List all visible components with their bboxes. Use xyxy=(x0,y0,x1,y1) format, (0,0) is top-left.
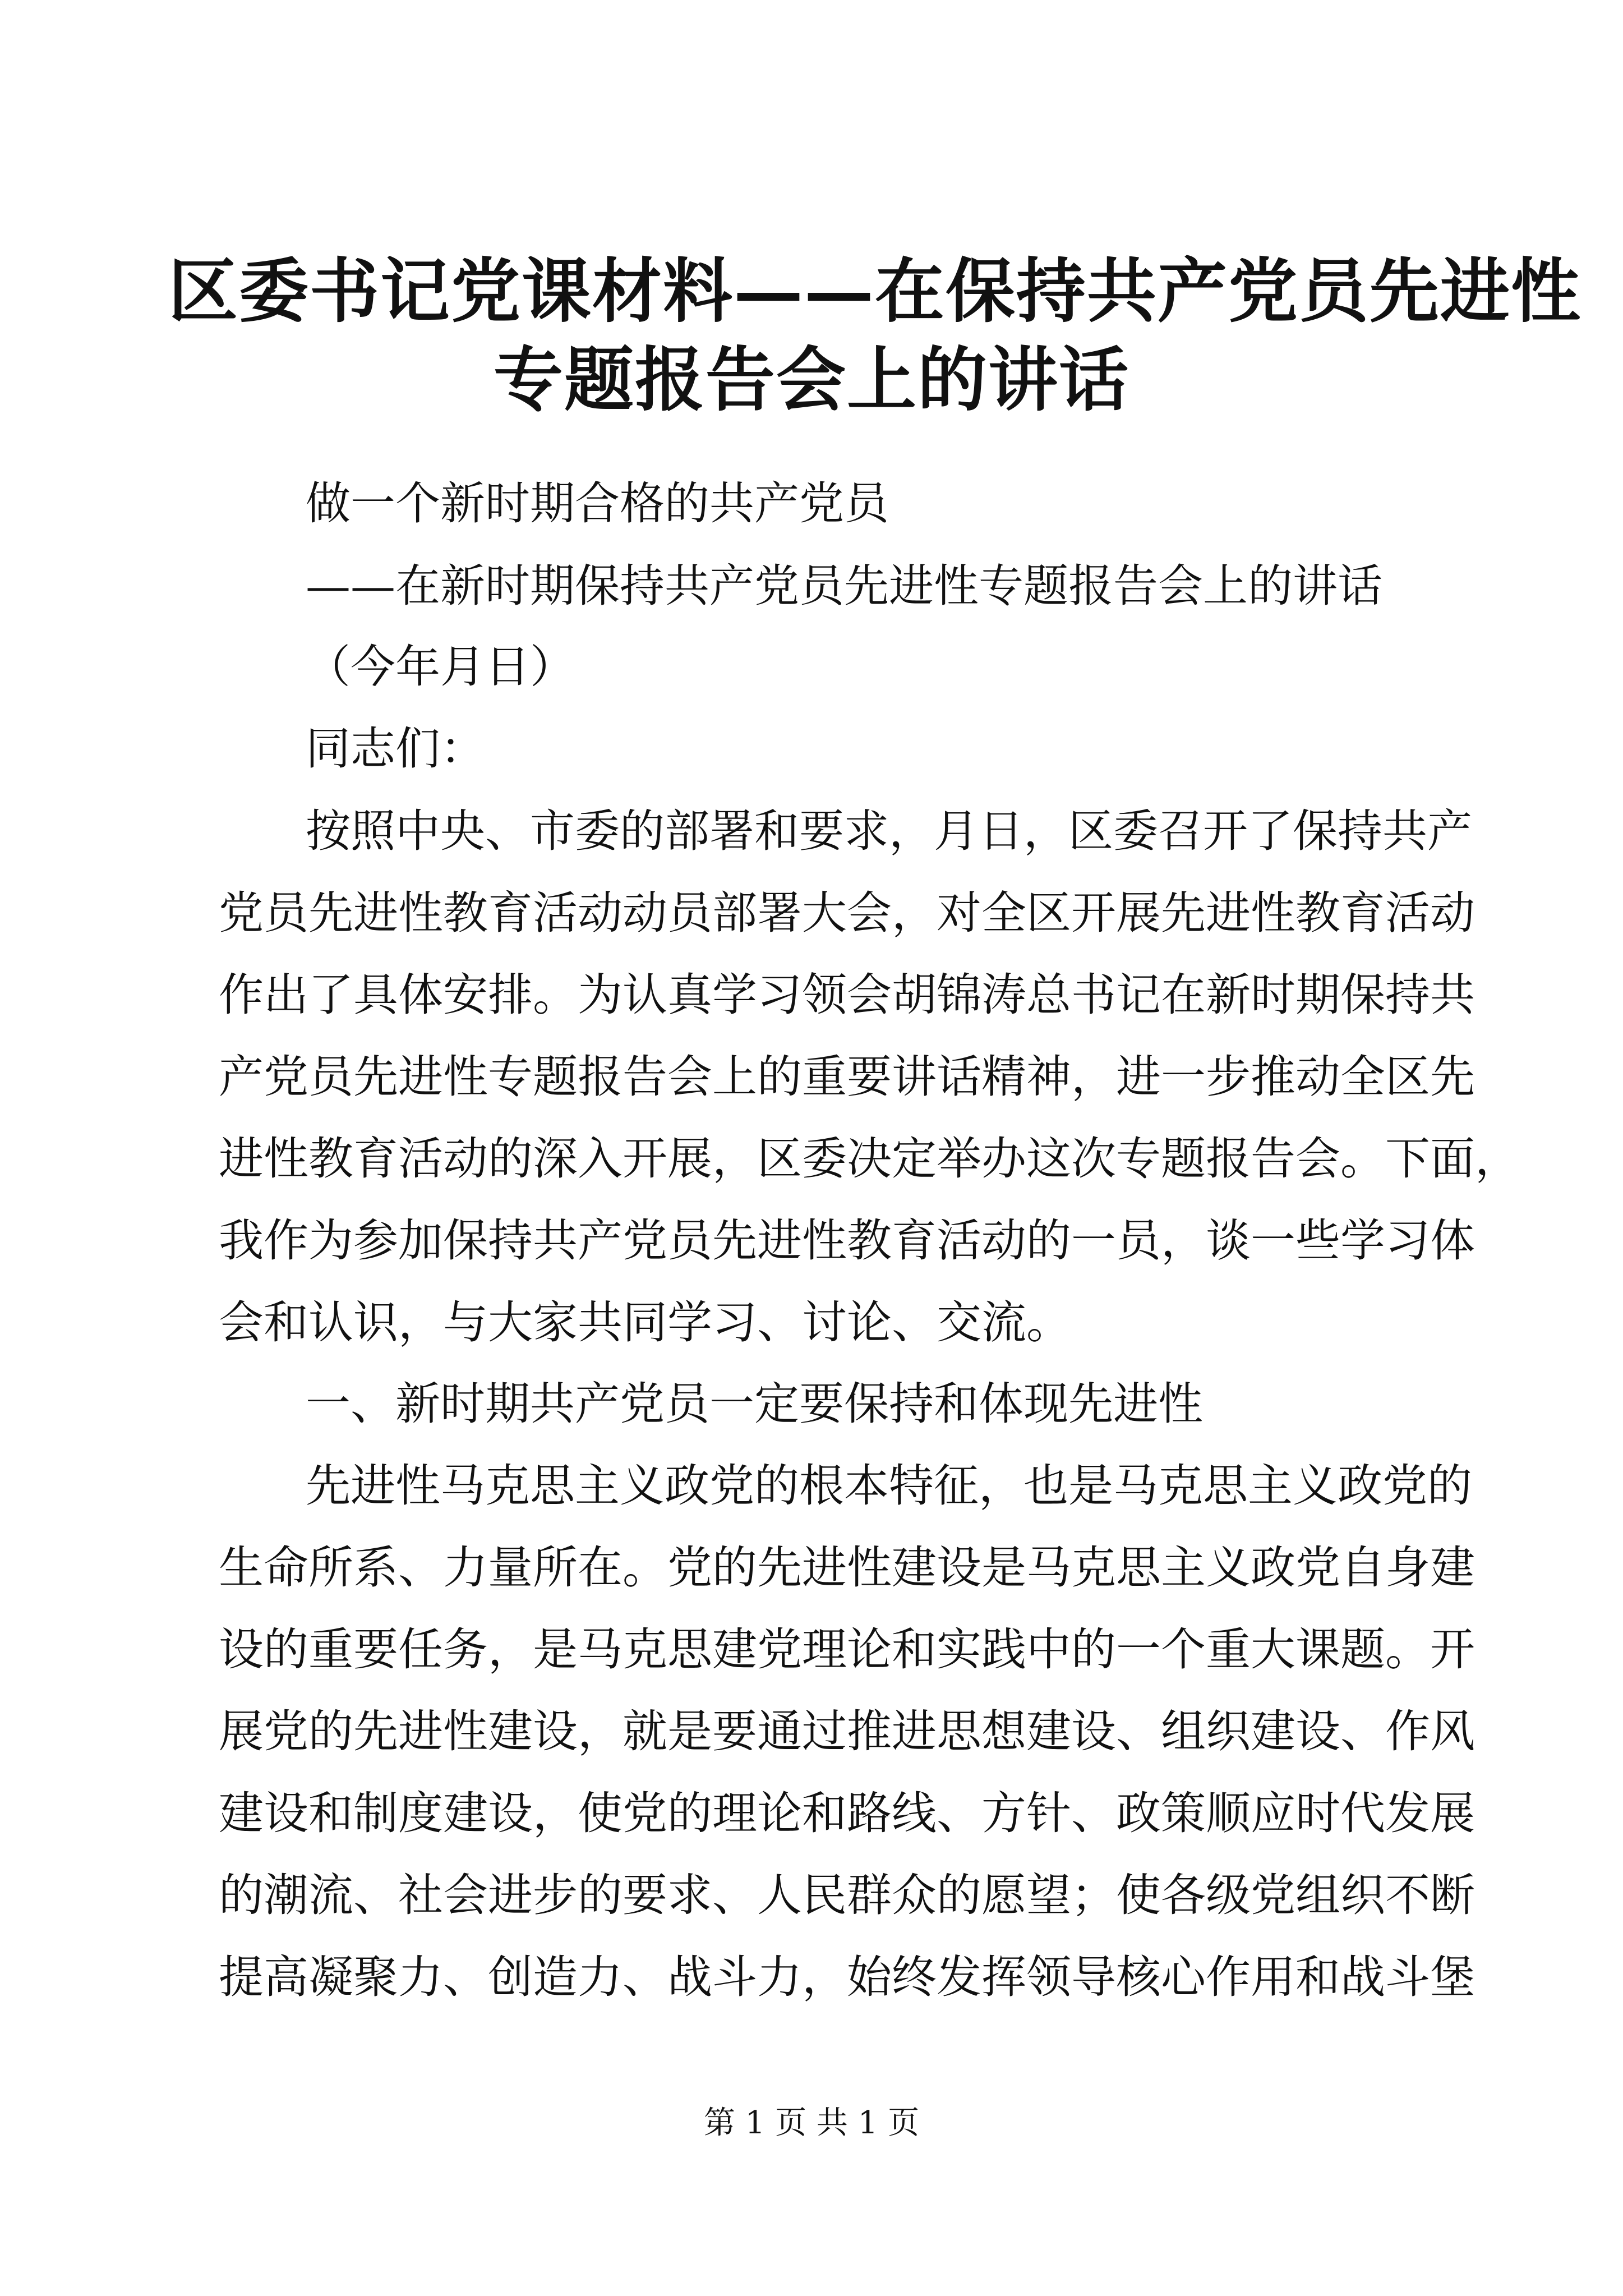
page-footer: 第 1 页 共 1 页 xyxy=(703,2105,920,2141)
paragraph-2-line: 提高凝聚力、创造力、战斗力，始终发挥领导核心作用和战斗堡 xyxy=(219,1951,1475,2003)
paragraph-2-line: 先进性马克思主义政党的根本特征，也是马克思主义政党的 xyxy=(306,1460,1472,1512)
paragraph-1-line: 我作为参加保持共产党员先进性教育活动的一员，谈一些学习体 xyxy=(219,1214,1475,1267)
paragraph-1-line: 按照中央、市委的部署和要求，月日，区委召开了保持共产 xyxy=(306,805,1472,857)
paragraph-1-line: 作出了具体安排。为认真学习领会胡锦涛总书记在新时期保持共 xyxy=(219,969,1475,1021)
paragraph-2-line: 生命所系、力量所在。党的先进性建设是马克思主义政党自身建 xyxy=(219,1542,1475,1594)
date-line: （今年月日） xyxy=(306,641,575,693)
subtitle: 做一个新时期合格的共产党员 xyxy=(306,477,889,530)
document-title-line-2: 专题报告会上的讲话 xyxy=(493,339,1129,421)
paragraph-2-line: 的潮流、社会进步的要求、人民群众的愿望；使各级党组织不断 xyxy=(219,1869,1475,1921)
section-heading-1: 一、新时期共产党员一定要保持和体现先进性 xyxy=(306,1378,1203,1430)
document-title-line-1: 区委书记党课材料——在保持共产党员先进性 xyxy=(168,251,1582,332)
paragraph-1-line: 进性教育活动的深入开展，区委决定举办这次专题报告会。下面， xyxy=(219,1133,1520,1185)
paragraph-1-line: 会和认识，与大家共同学习、讨论、交流。 xyxy=(219,1296,1071,1349)
subtitle-2: ——在新时期保持共产党员先进性专题报告会上的讲话 xyxy=(306,560,1382,612)
paragraph-2-line: 展党的先进性建设，就是要通过推进思想建设、组织建设、作风 xyxy=(219,1705,1475,1757)
paragraph-2-line: 建设和制度建设，使党的理论和路线、方针、政策顺应时代发展 xyxy=(219,1787,1475,1839)
paragraph-1-line: 产党员先进性专题报告会上的重要讲话精神，进一步推动全区先 xyxy=(219,1051,1475,1103)
paragraph-1-line: 党员先进性教育活动动员部署大会，对全区开展先进性教育活动 xyxy=(219,887,1475,939)
paragraph-2-line: 设的重要任务，是马克思建党理论和实践中的一个重大课题。开 xyxy=(219,1623,1475,1676)
salutation: 同志们： xyxy=(306,723,485,775)
